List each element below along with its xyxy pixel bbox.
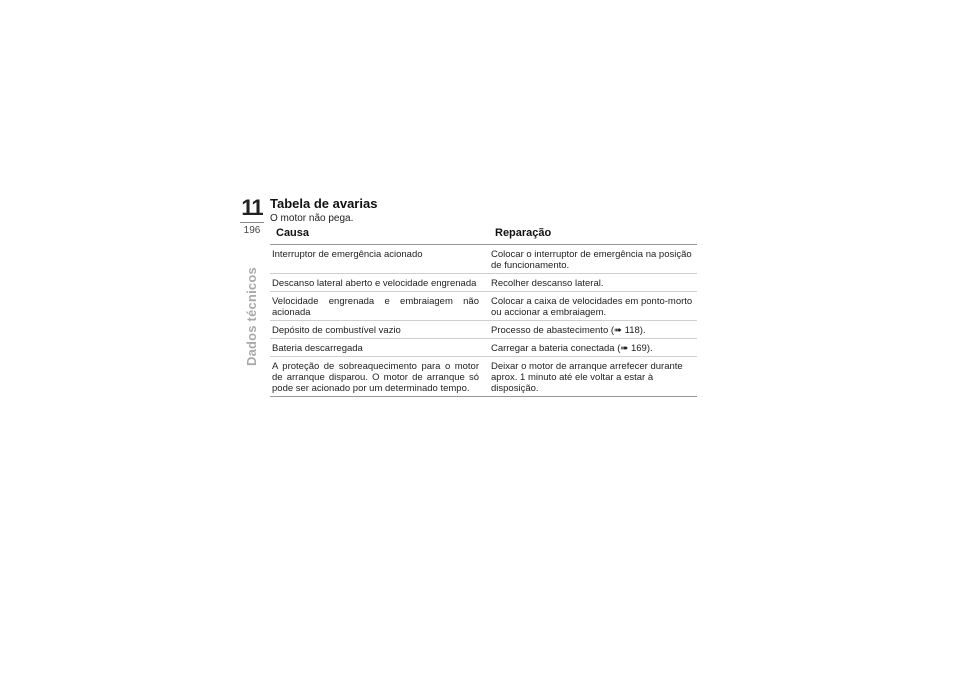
table-row: [270, 245, 697, 274]
page-number: 196: [243, 225, 261, 236]
chapter-number: 11: [241, 195, 263, 220]
repair-cell: Colocar a caixa de velocidades em ponto-morto ou accionar a embraiagem.: [491, 296, 693, 318]
repair-cell[interactable]: Processo de abastecimento (➠ 118).: [491, 325, 646, 336]
table-row: [270, 357, 697, 397]
repair-cell: Colocar o interruptor de emergência na posição de funcionamento.: [491, 249, 692, 271]
cause-cell: Bateria descarregada: [272, 343, 363, 354]
table-row: [270, 274, 697, 292]
table-header: [270, 227, 697, 245]
table-row: [270, 321, 697, 339]
cause-cell: Interruptor de emergência acionado: [272, 249, 423, 260]
chapter-divider: [240, 222, 264, 223]
fault-table: [270, 227, 697, 397]
cause-cell: Descanso lateral aberto e velocidade engrenada: [272, 278, 477, 289]
table-row: [270, 292, 697, 321]
table-row: [270, 339, 697, 357]
repair-cell: Deixar o motor de arranque arrefecer durante aprox. 1 minuto até ele voltar a estar à disposição.: [491, 361, 683, 394]
header-repair: Reparação: [495, 227, 552, 239]
repair-cell[interactable]: Carregar a bateria conectada (➠ 169).: [491, 343, 653, 354]
chapter-side-label: Dados técnicos: [244, 267, 259, 366]
cause-cell: A proteção de sobreaquecimento para o motor de arranque disparou. O motor de arranque só pode ser acionado por um determinado tempo.: [272, 361, 479, 394]
section-subtitle: O motor não pega.: [270, 213, 354, 224]
section-title: Tabela de avarias: [270, 196, 378, 211]
cause-cell: Velocidade engrenada e embraiagem não acionada: [272, 296, 479, 318]
repair-cell: Recolher descanso lateral.: [491, 278, 604, 289]
cause-cell: Depósito de combustível vazio: [272, 325, 401, 336]
header-cause: Causa: [276, 227, 310, 239]
